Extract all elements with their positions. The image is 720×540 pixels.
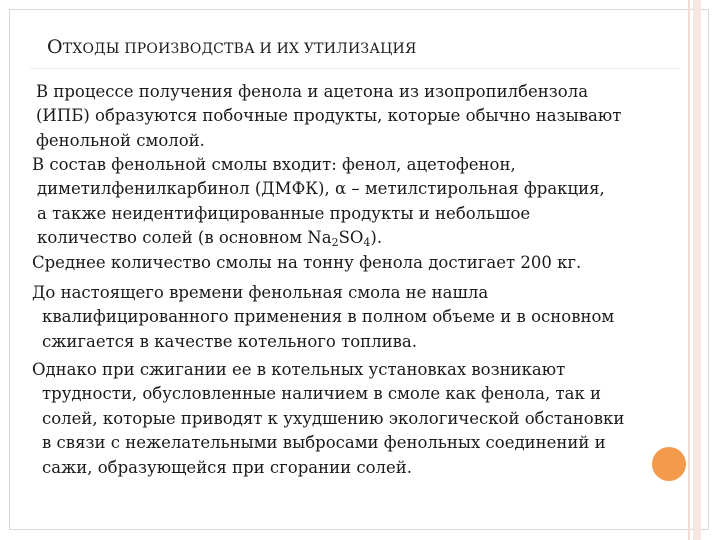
decorative-band bbox=[693, 0, 701, 540]
subscript: 4 bbox=[363, 236, 371, 250]
text-line: сжигается в качестве котельного топлива. bbox=[42, 331, 417, 351]
title-rest: ПРОИЗВОДСТВА И ИХ УТИЛИЗАЦИЯ bbox=[119, 41, 417, 57]
decorative-circle bbox=[652, 447, 686, 481]
text-line: а также неидентифицированные продукты и небольшое bbox=[37, 203, 531, 223]
paragraph-resin-usage bbox=[32, 281, 614, 354]
text-fragment: ). bbox=[370, 228, 383, 248]
text-line: в связи с нежелательными выбросами фенольных соединений и bbox=[42, 433, 606, 453]
text-line: фенольной смолой. bbox=[36, 130, 205, 150]
paragraph-resin-composition bbox=[32, 153, 605, 251]
title-capital: О bbox=[47, 36, 63, 58]
text-line: диметилфенилкарбинол (ДМФК), α – метилстирольная фракция, bbox=[37, 179, 605, 199]
text-line: сажи, образующейся при сгорании солей. bbox=[42, 457, 413, 477]
paragraph-resin-amount bbox=[32, 251, 581, 275]
paragraph-phenol-process bbox=[32, 80, 621, 153]
text-line-formula bbox=[32, 226, 605, 250]
text-line: (ИПБ) образуются побочные продукты, которые обычно называют bbox=[36, 106, 622, 126]
text-line: Однако при сжигании ее в котельных установках возникают bbox=[32, 360, 566, 379]
text-line: квалифицированного применения в полном объеме и в основном bbox=[42, 307, 615, 327]
subscript: 2 bbox=[331, 236, 339, 250]
text-fragment: количество солей (в основном Na bbox=[37, 228, 332, 248]
text-line: До настоящего времени фенольная смола не нашла bbox=[32, 283, 489, 302]
title-word-rest: ТХОДЫ bbox=[62, 41, 120, 57]
slide-title bbox=[47, 36, 416, 58]
paragraph-combustion-issues bbox=[32, 358, 624, 480]
text-line: Среднее количество смолы на тонну фенола достигает 200 кг. bbox=[32, 253, 582, 272]
text-line: В состав фенольной смолы входит: фенол, ацетофенон, bbox=[32, 155, 516, 174]
text-line: солей, которые приводят к ухудшению экологической обстановки bbox=[42, 408, 625, 428]
title-divider bbox=[30, 68, 680, 69]
text-fragment: SO bbox=[338, 228, 364, 248]
text-line: В процессе получения фенола и ацетона из изопропилбензола bbox=[36, 82, 589, 101]
decorative-band-inner bbox=[688, 0, 690, 540]
text-line: трудности, обусловленные наличием в смоле как фенола, так и bbox=[42, 384, 601, 404]
